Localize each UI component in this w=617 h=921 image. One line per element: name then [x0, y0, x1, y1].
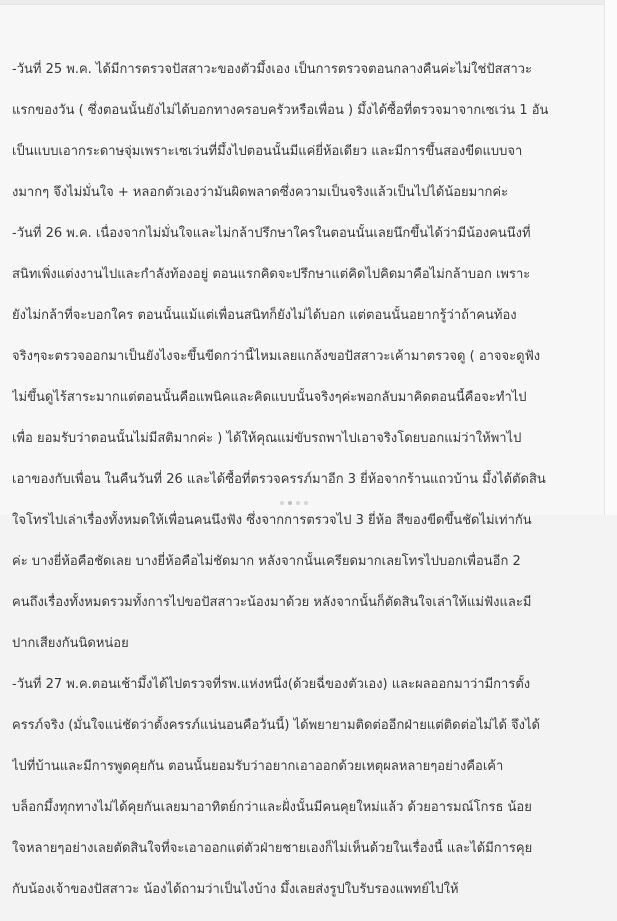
note-text-body: [12, 39, 594, 921]
note-line: -วันที่ 27 พ.ค.ตอนเช้ามึ้งได้ไปตรวจที่รพ.แห่งหนึ่ง(ด้วยฉี่ของตัวเอง) และผลออกมาว่ามีการตั้ง: [12, 676, 531, 692]
note-line: ใจโทรไปเล่าเรื่องทั้งหมดให้เพื่อนคนนึงฟัง ซึ่งจากการตรวจไป 3 ยี่ห้อ สีของขีดขึ้นชัดไม่เท่ากัน: [12, 512, 532, 528]
note-line: กับน้องเจ้าของปัสสาวะ น้องได้ถามว่าเป็นไงบ้าง มึ้งเลยส่งรูปใบรับรองแพทย์ไปให้: [12, 881, 459, 897]
note-card: [0, 5, 604, 897]
note-line: สนิทเพิ่งแต่งงานไปและกำลังท้องอยู่ ตอนแรกคิดจะปรึกษาแต่คิดไปคิดมาคือไม่กล้าบอก เพราะ: [12, 266, 531, 282]
page-dot[interactable]: [296, 501, 300, 505]
note-line: ครรภ์จริง (มั่นใจแน่ชัดว่าตั้งครรภ์แน่นอนคือวันนี้) ได้พยายามติดต่ออีกฝ่ายแต่ติดต่อไม่ได้ จึงได้: [12, 717, 541, 733]
note-line: เพื่อ ยอมรับว่าตอนนั้นไม่มีสติมากค่ะ ) ได้ให้คุณแม่ขับรถพาไปเอาจริงโดยบอกแม่ว่าให้พาไป: [12, 430, 522, 446]
note-line: ค่ะ บางยี่ห้อคือชัดเลย บางยี่ห้อคือไม่ชัดมาก หลังจากนั้นเครียดมากเลยโทรไปบอกเพื่อนอีก 2: [12, 553, 521, 569]
note-line: คนถึงเรื่องทั้งหมดรวมทั้งการไปขอปัสสาวะน้องมาด้วย หลังจากนั้นก็ตัดสินใจเล่าให้แม่ฟังและมี: [12, 594, 532, 610]
note-line: บล็อกมึ้งทุกทางไม่ได้คุยกันเลยมาอาทิตย์กว่าและฝั่งนั้นมีคนคุยใหม่แล้ว ด้วยอารมณ์โกรธ น้อย: [12, 799, 532, 815]
page-dot[interactable]: [280, 501, 284, 505]
page-indicator[interactable]: [280, 499, 308, 507]
page-dot[interactable]: [304, 501, 308, 505]
note-line: งมากๆ จึงไม่มั่นใจ + หลอกตัวเองว่ามันผิดพลาดซึ่งความเป็นจริงแล้วเป็นไปได้น้อยมากค่ะ: [12, 184, 509, 200]
note-line: เอาของกับเพื่อน ในคืนวันที่ 26 และได้ซื้อที่ตรวจครรภ์มาอีก 3 ยี่ห้อจากร้านแถวบ้าน มึ้งได้ตัดสิน: [12, 471, 546, 487]
note-line: ไม่ขึ้นดูไร้สาระมากแต่ตอนนั้นคือแพนิคและคิดแบบนั้นจริงๆค่ะพอกลับมาคิดตอนนี้คือจะทำไป: [12, 389, 527, 405]
note-line: ปากเสียงกันนิดหน่อย: [12, 635, 129, 651]
right-scroll-edge[interactable]: [604, 0, 617, 515]
note-line: จริงๆจะตรวจออกมาเป็นยังไงจะขึ้นขีดกว่านี้ไหมเลยแกล้งขอปัสสาวะเค้ามาตรวจดู ( อาจจะดูฟัง: [12, 348, 541, 364]
note-line: ไปที่บ้านและมีการพูดคุยกัน ตอนนั้นยอมรับว่าอยากเอาออกด้วยเหตุผลหลายๆอย่างคือเค้า: [12, 758, 504, 774]
note-line: -วันที่ 25 พ.ค. ได้มีการตรวจปัสสาวะของตัวมึ้งเอง เป็นการตรวจตอนกลางคืนค่ะไม่ใช่ปัสสาวะ: [12, 61, 533, 77]
note-line: ยังไม่กล้าที่จะบอกใคร ตอนนั้นแม้แต่เพื่อนสนิทก็ยังไม่ได้บอก แต่ตอนนั้นอยากรู้ว่าถ้าคนท้อง: [12, 307, 517, 323]
note-line: เป็นแบบเอากระดาษจุ่มเพราะเซเว่นที่มึ้งไปตอนนั้นมีแค่ยี่ห้อเดียว และมีการขึ้นสองขีดแบบจา: [12, 143, 523, 159]
page-dot[interactable]: [288, 501, 292, 505]
note-line: ใจหลายๆอย่างเลยตัดสินใจที่จะเอาออกแต่ตัวฝ่ายชายเองก็ไม่เห็นด้วยในเรื่องนี้ และได้มีการคุย: [12, 840, 533, 856]
note-line: -วันที่ 26 พ.ค. เนื่องจากไม่มั่นใจและไม่กล้าปรึกษาใครในตอนนั้นเลยนึกขึ้นได้ว่ามีน้องคนนึงที่: [12, 225, 531, 241]
note-line: แรกของวัน ( ซึ่งตอนนั้นยังไม่ได้บอกทางครอบครัวหรือเพื่อน ) มึ้งได้ซื้อที่ตรวจมาจากเซเว่น 1 อัน: [12, 102, 549, 118]
